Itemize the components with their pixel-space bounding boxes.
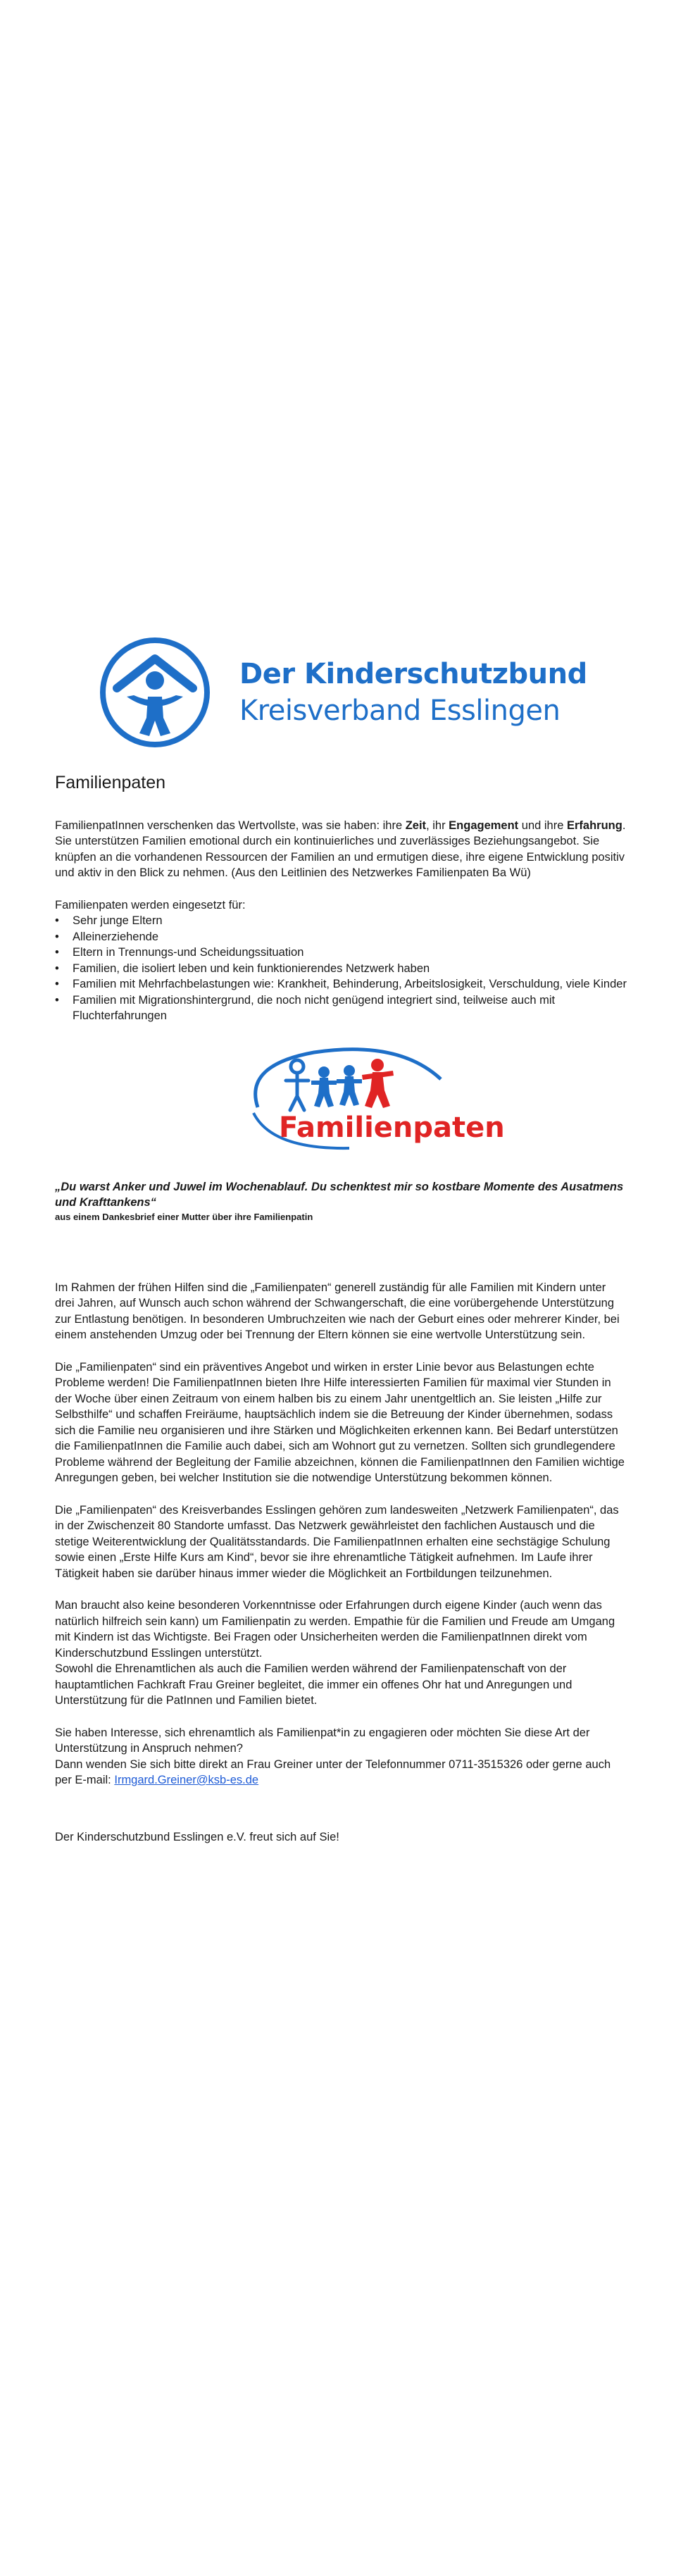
target-group-list — [55, 913, 627, 1024]
org-subtitle: Kreisverband Esslingen — [239, 695, 561, 727]
intro-text-4: . Sie unterstützen Familien emotional durch ein kontinuierliches und zuverlässiges Beziehungsangebot. Sie knüpfen an die vorhandenen Ressourcen der Familien an und ermutigen diese, ihre eigene Entwicklung positiv und aktiv in den Blick zu nehmen. (Aus den Leitlinien des Netzwerkes Familienpaten Ba Wü) — [55, 819, 626, 879]
paragraph-fruehe-hilfen: Im Rahmen der frühen Hilfen sind die „Familienpaten“ generell zuständig für alle Familien mit Kindern unter drei Jahren, auf Wunsch auch schon während der Schwangerschaft, die eine vorübergehende Unterstützung zur Entlastung benötigen. In besonderen Umbruchzeiten wie nach der Geburt eines oder mehrerer Kinder, bei einem anstehenden Umzug oder bei Trennung der Eltern können sie eine wertvolle Unterstützung sein. — [55, 1281, 620, 1341]
list-item: • Alleinerziehende — [73, 929, 627, 945]
intro-engagement: Engagement — [449, 819, 519, 832]
org-name: Der Kinderschutzbund — [239, 658, 587, 690]
paragraph-kontakt — [55, 1757, 627, 1788]
list-intro: Familienpaten werden eingesetzt für: — [55, 898, 246, 911]
familienpaten-logo-icon — [230, 1037, 505, 1157]
list-item: • Familien mit Migrationshintergrund, die noch nicht genügend integriert sind, teilweise auch mit Fluchterfahrungen — [73, 993, 627, 1024]
familienpaten-logo-text: Familienpaten — [279, 1111, 505, 1144]
paragraph-netzwerk: Die „Familienpaten“ des Kreisverbandes Esslingen gehören zum landesweiten „Netzwerk Familienpaten“, das in der Zwischenzeit 80 Standorte umfasst. Das Netzwerk gewährleistet den fachlichen Austausch und die stetige Weiterentwicklung der Qualitätsstandards. Die FamilienpatInnen erhalten eine sechstägige Schulung sowie einen „Erste Hilfe Kurs am Kind“, bevor sie ihre ehrenamtliche Tätigkeit aufnehmen. Im Laufe ihrer Tätigkeit haben sie darüber hinaus immer wieder die Möglichkeit an Fortbildungen teilzunehmen. — [55, 1503, 619, 1580]
paragraph-interesse: Sie haben Interesse, sich ehrenamtlich als Familienpat*in zu engagieren oder möchten Sie diese Art der Unterstützung in Anspruch nehmen? — [55, 1726, 590, 1755]
kinderschutzbund-logo-icon — [90, 633, 221, 752]
intro-text-1: FamilienpatInnen verschenken das Wertvollste, was sie haben: ihre — [55, 819, 406, 832]
list-item: • Familien, die isoliert leben und kein funktionierendes Netzwerk haben — [73, 961, 627, 977]
closing-line: Der Kinderschutzbund Esslingen e.V. freut sich auf Sie! — [55, 1830, 339, 1843]
paragraph-praevention: Die „Familienpaten“ sind ein präventives Angebot und wirken in erster Linie bevor aus Belastungen echte Probleme werden! Die FamilienpatInnen bieten Ihre Hilfe interessierten Familien für maximal vier Stunden in der Woche über einen Zeitraum von einem halben bis zu einem Jahr unentgeltlich an. Sie leisten „Hilfe zur Selbsthilfe“ und schaffen Freiräume, hauptsächlich indem sie die Betreuung der Kinder übernehmen, sodass sich die Familie neu organisieren und ihre Stärken und Möglichkeiten erkennen kann. Bei Bedarf unterstützen die FamilienpatInnen die Familie auch dabei, sich am Wohnort gut zu vernetzen. Sollten sich grundlegendere Probleme während der Begleitung der Familie abzeichnen, können die FamilienpatInnen den Familien wichtige Anregungen geben, bei welcher Institution sie die notwendige Unterstützung bekommen können. — [55, 1360, 625, 1484]
intro-erfahrung: Erfahrung — [566, 819, 622, 832]
paragraph-begleitung: Sowohl die Ehrenamtlichen als auch die Familien werden während der Familienpatenschaft von der hauptamtlichen Fachkraft Frau Greiner begleitet, die immer ein offenes Ohr hat und Anregungen und Unterstützung für die PatInnen und Familien bietet. — [55, 1662, 572, 1707]
list-item: • Sehr junge Eltern — [73, 913, 627, 929]
testimonial-source: aus einem Dankesbrief einer Mutter über ihre Familienpatin — [55, 1211, 313, 1222]
list-item: • Eltern in Trennungs-und Scheidungssituation — [73, 945, 627, 961]
page-title: Familienpaten — [55, 773, 166, 792]
org-title — [239, 656, 587, 729]
intro-text-2: , ihr — [426, 819, 449, 832]
testimonial-quote: „Du warst Anker und Juwel im Wochenablauf. Du schenktest mir so kostbare Momente des Ausatmens und Krafttankens“ — [55, 1180, 624, 1209]
intro-paragraph — [55, 818, 627, 881]
email-link[interactable]: Irmgard.Greiner@ksb-es.de — [114, 1774, 259, 1786]
letterhead — [90, 633, 597, 752]
paragraph-vorkenntnisse: Man braucht also keine besonderen Vorkenntnisse oder Erfahrungen durch eigene Kinder (auch wenn das natürlich hilfreich sein kann) um Familienpatin zu werden. Empathie für die Familien und Freude am Umgang mit Kindern ist das Wichtigste. Bei Fragen oder Unsicherheiten werden die FamilienpatInnen direkt vom Kinderschutzbund Esslingen unterstützt. — [55, 1599, 615, 1660]
document-body — [55, 775, 627, 1845]
intro-text-3: und ihre — [518, 819, 567, 832]
intro-zeit: Zeit — [405, 819, 427, 832]
list-item: • Familien mit Mehrfachbelastungen wie: Krankheit, Behinderung, Arbeitslosigkeit, Verschuldung, viele Kinder — [73, 976, 627, 993]
contact-text: Dann wenden Sie sich bitte direkt an Frau Greiner unter der Telefonnummer 0711-3515326 oder gerne auch per E-mail: — [55, 1757, 611, 1786]
